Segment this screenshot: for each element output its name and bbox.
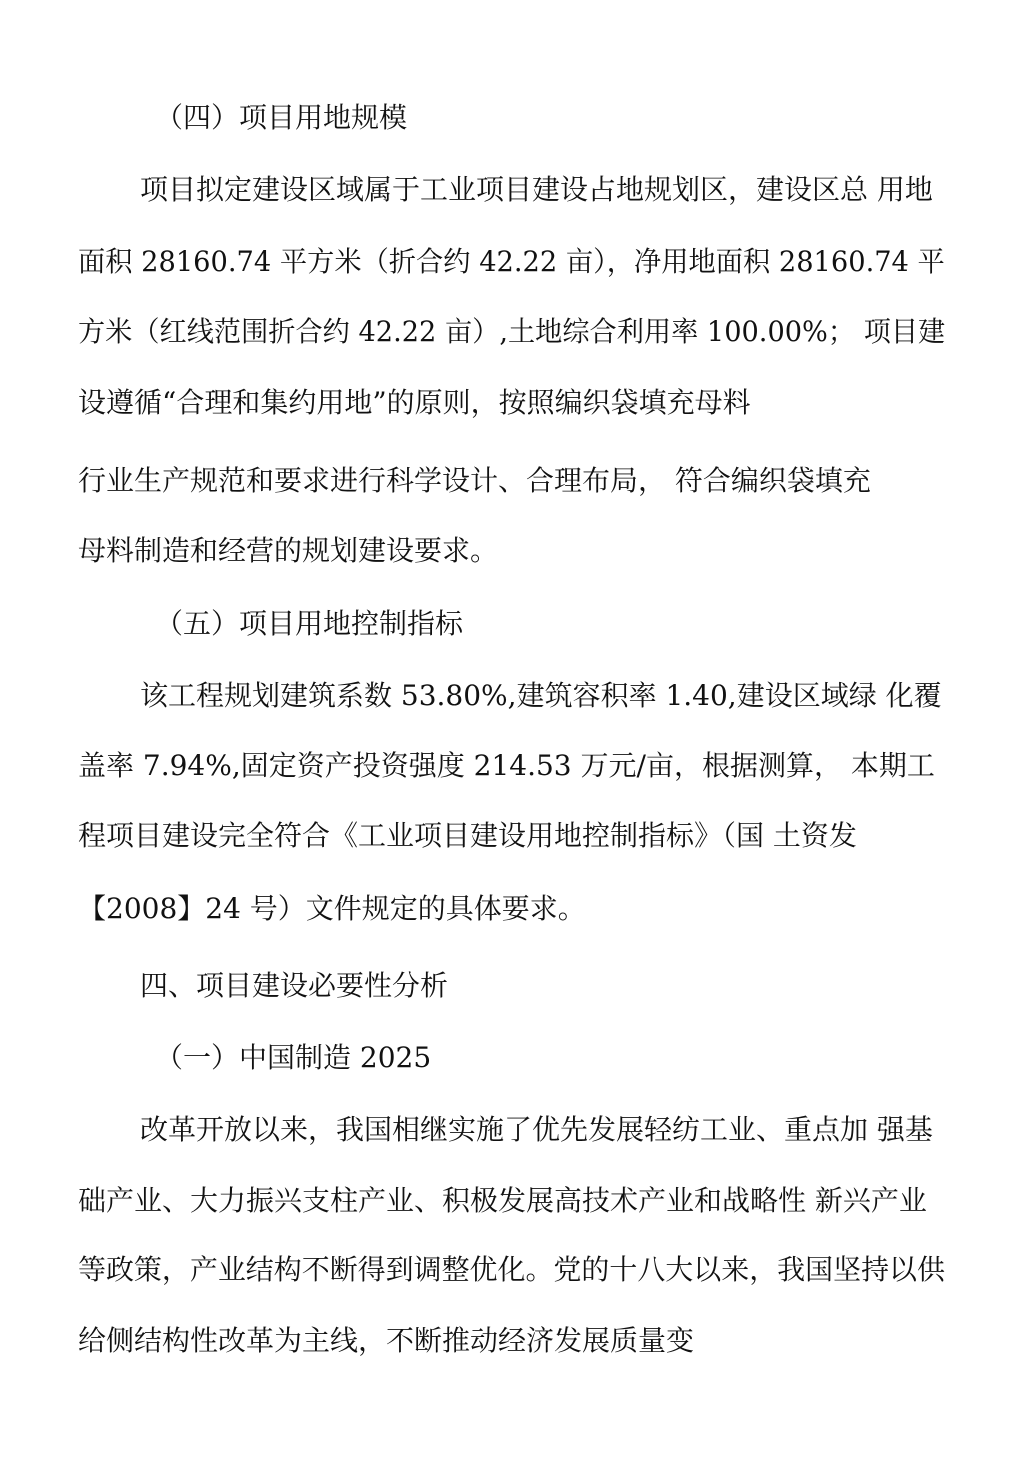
paragraph-line: 该工程规划建筑系数 53.80%,建筑容积率 1.40,建设区域绿 化覆	[140, 679, 942, 712]
paragraph-line: 方米（红线范围折合约 42.22 亩）,土地综合利用率 100.00%； 项目建	[78, 315, 946, 348]
paragraph-line: 等政策，产业结构不断得到调整优化。党的十八大以来，我国坚持以供	[78, 1253, 945, 1286]
subsection-heading-made-in-china: （一）中国制造 2025	[155, 1041, 432, 1074]
section-heading-land-scale: （四）项目用地规模	[155, 101, 408, 134]
paragraph-line: 给侧结构性改革为主线，不断推动经济发展质量变	[78, 1324, 695, 1357]
paragraph-line: 母料制造和经营的规划建设要求。	[78, 534, 499, 567]
section-heading-land-control: （五）项目用地控制指标	[155, 607, 464, 640]
paragraph-line: 行业生产规范和要求进行科学设计、合理布局， 符合编织袋填充	[78, 464, 871, 497]
paragraph-line: 【2008】24 号）文件规定的具体要求。	[78, 892, 586, 925]
paragraph-line: 盖率 7.94%,固定资产投资强度 214.53 万元/亩，根据测算， 本期工	[78, 749, 935, 782]
paragraph-line: 程项目建设完全符合《工业项目建设用地控制指标》（国 土资发	[78, 819, 857, 852]
paragraph-line: 设遵循“合理和集约用地”的原则，按照编织袋填充母料	[78, 386, 751, 419]
paragraph-line: 项目拟定建设区域属于工业项目建设占地规划区，建设区总 用地	[140, 173, 933, 206]
section-heading-necessity: 四、项目建设必要性分析	[140, 969, 449, 1002]
paragraph-line: 改革开放以来，我国相继实施了优先发展轻纺工业、重点加 强基	[140, 1113, 933, 1146]
paragraph-line: 面积 28160.74 平方米（折合约 42.22 亩），净用地面积 28160.74 平	[78, 245, 945, 278]
paragraph-line: 础产业、大力振兴支柱产业、积极发展高技术产业和战略性 新兴产业	[78, 1184, 927, 1217]
